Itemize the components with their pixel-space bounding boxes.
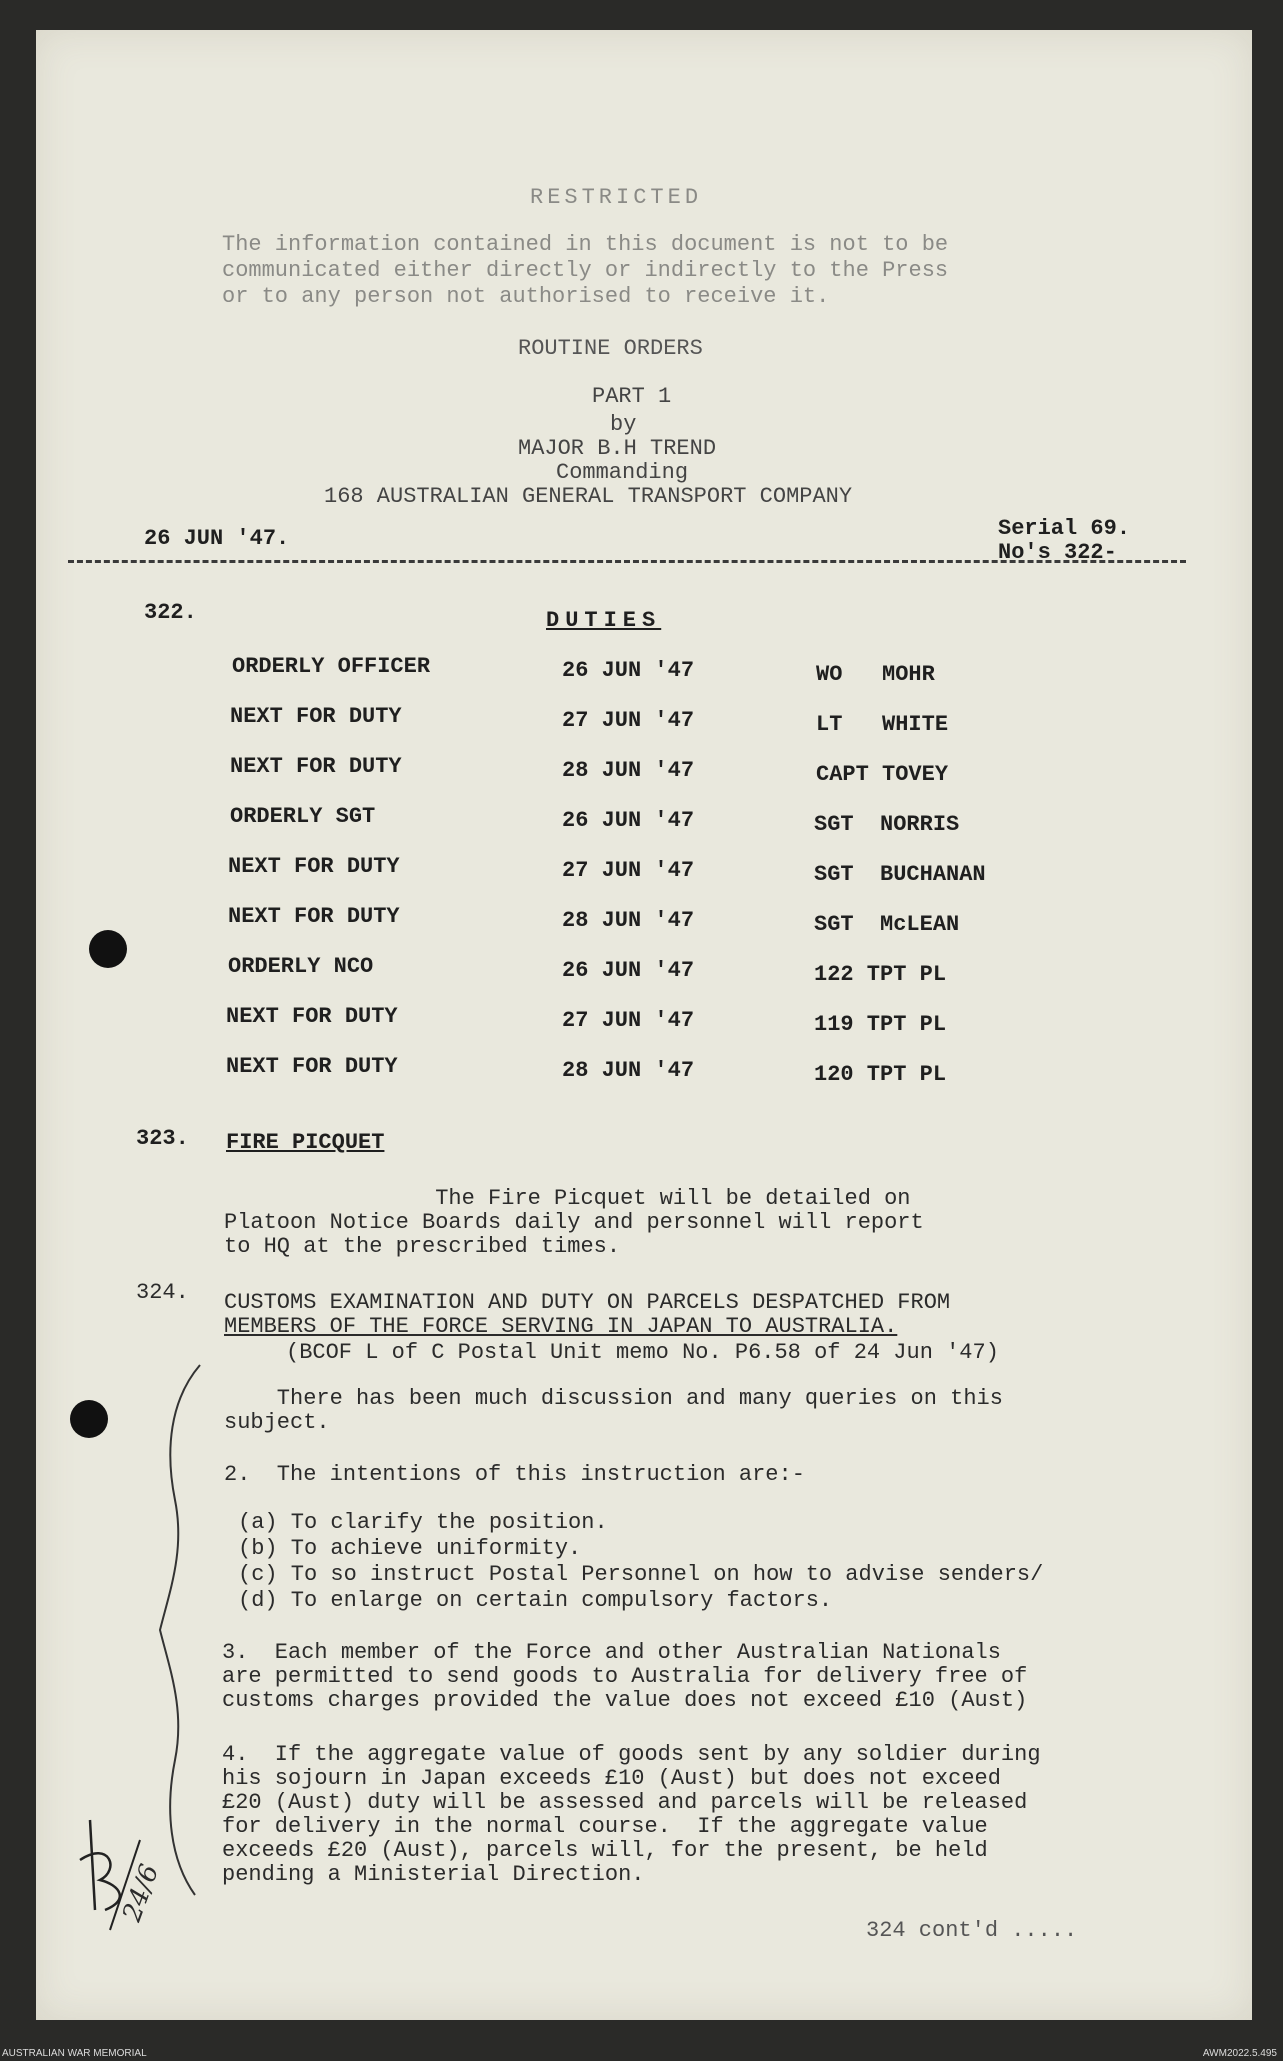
document-title: ROUTINE ORDERS bbox=[518, 336, 703, 361]
paragraph-line: The Fire Picquet will be detailed on bbox=[224, 1186, 911, 1211]
commanding-label: Commanding bbox=[556, 460, 689, 485]
paragraph-line: £20 (Aust) duty will be assessed and parcels will be released bbox=[222, 1790, 1028, 1815]
paragraph-line: his sojourn in Japan exceeds £10 (Aust) but does not exceed bbox=[222, 1766, 1001, 1791]
by-label: by bbox=[610, 412, 637, 437]
order-date: 26 JUN '47. bbox=[144, 526, 290, 551]
paragraph-line: to HQ at the prescribed times. bbox=[224, 1234, 621, 1259]
separator-line bbox=[68, 560, 1186, 563]
notice-line: The information contained in this document is not to be bbox=[222, 232, 949, 257]
notice-line: or to any person not authorised to receive it. bbox=[222, 284, 830, 309]
duty-date: 26 JUN '47 bbox=[562, 808, 695, 833]
paragraph-line: 3. Each member of the Force and other Australian Nationals bbox=[222, 1640, 1001, 1665]
order-numbers: No's 322- bbox=[998, 540, 1117, 565]
footer-credit: AUSTRALIAN WAR MEMORIAL bbox=[2, 2048, 147, 2059]
duty-date: 27 JUN '47 bbox=[562, 1008, 695, 1033]
duty-role: ORDERLY NCO bbox=[228, 954, 374, 979]
duty-date: 28 JUN '47 bbox=[562, 758, 695, 783]
duty-person: 122 TPT PL bbox=[814, 962, 947, 987]
duty-role: ORDERLY SGT bbox=[230, 804, 376, 829]
duty-role: NEXT FOR DUTY bbox=[228, 904, 400, 929]
duty-role: NEXT FOR DUTY bbox=[228, 854, 400, 879]
paragraph-line: pending a Ministerial Direction. bbox=[222, 1862, 645, 1887]
duty-role: NEXT FOR DUTY bbox=[230, 754, 402, 779]
paragraph-line: subject. bbox=[224, 1410, 330, 1435]
duty-date: 26 JUN '47 bbox=[562, 958, 695, 983]
duty-date: 27 JUN '47 bbox=[562, 858, 695, 883]
duty-person: 119 TPT PL bbox=[814, 1012, 947, 1037]
handwritten-date: 24/6 bbox=[117, 1860, 166, 1926]
duty-person: SGT McLEAN bbox=[814, 912, 960, 937]
duty-role: NEXT FOR DUTY bbox=[226, 1054, 398, 1079]
continued-note: 324 cont'd ..... bbox=[866, 1918, 1078, 1943]
list-item: (d) To enlarge on certain compulsory factors. bbox=[238, 1588, 833, 1613]
duty-person: LT WHITE bbox=[816, 712, 949, 737]
paragraph-line: customs charges provided the value does not exceed £10 (Aust) bbox=[222, 1688, 1028, 1713]
memo-reference: (BCOF L of C Postal Unit memo No. P6.58 of 24 Jun '47) bbox=[286, 1340, 999, 1365]
section-title: FIRE PICQUET bbox=[226, 1130, 385, 1155]
punch-hole bbox=[70, 1400, 108, 1438]
list-item: (c) To so instruct Postal Personnel on how to advise senders/ bbox=[238, 1562, 1044, 1587]
section-number: 324. bbox=[136, 1280, 189, 1305]
officer-name: MAJOR B.H TREND bbox=[518, 436, 717, 461]
list-item: (a) To clarify the position. bbox=[238, 1510, 608, 1535]
paragraph-line: There has been much discussion and many queries on this bbox=[224, 1386, 1003, 1411]
punch-hole bbox=[89, 930, 127, 968]
section-number: 322. bbox=[144, 600, 197, 625]
paragraph-line: 4. If the aggregate value of goods sent by any soldier during bbox=[222, 1742, 1041, 1767]
notice-line: communicated either directly or indirectly to the Press bbox=[222, 258, 949, 283]
duty-date: 28 JUN '47 bbox=[562, 1058, 695, 1083]
duty-date: 26 JUN '47 bbox=[562, 658, 695, 683]
duties-title: DUTIES bbox=[546, 608, 662, 633]
paragraph-line: Platoon Notice Boards daily and personnel will report bbox=[224, 1210, 924, 1235]
section-title: MEMBERS OF THE FORCE SERVING IN JAPAN TO AUSTRALIA. bbox=[224, 1314, 898, 1339]
paragraph-line: for delivery in the normal course. If the aggregate value bbox=[222, 1814, 988, 1839]
duty-person: CAPT TOVEY bbox=[816, 762, 949, 787]
duty-date: 28 JUN '47 bbox=[562, 908, 695, 933]
duty-date: 27 JUN '47 bbox=[562, 708, 695, 733]
duty-person: 120 TPT PL bbox=[814, 1062, 947, 1087]
duty-person: SGT BUCHANAN bbox=[814, 862, 986, 887]
unit-name: 168 AUSTRALIAN GENERAL TRANSPORT COMPANY bbox=[324, 484, 853, 509]
duty-person: WO MOHR bbox=[816, 662, 935, 687]
paragraph-line: are permitted to send goods to Australia for delivery free of bbox=[222, 1664, 1028, 1689]
duty-role: NEXT FOR DUTY bbox=[226, 1004, 398, 1029]
classification-stamp: RESTRICTED bbox=[530, 185, 703, 210]
paragraph-line: exceeds £20 (Aust), parcels will, for the present, be held bbox=[222, 1838, 988, 1863]
serial-number: Serial 69. bbox=[998, 516, 1131, 541]
footer-accession: AWM2022.5.495 bbox=[1202, 2048, 1277, 2059]
duty-role: ORDERLY OFFICER bbox=[232, 654, 431, 679]
duty-person: SGT NORRIS bbox=[814, 812, 960, 837]
duty-role: NEXT FOR DUTY bbox=[230, 704, 402, 729]
list-item: (b) To achieve uniformity. bbox=[238, 1536, 582, 1561]
paragraph-line: 2. The intentions of this instruction are:- bbox=[224, 1462, 805, 1487]
part-label: PART 1 bbox=[592, 384, 672, 409]
section-title: CUSTOMS EXAMINATION AND DUTY ON PARCELS DESPATCHED FROM bbox=[224, 1290, 951, 1315]
section-number: 323. bbox=[136, 1126, 189, 1151]
